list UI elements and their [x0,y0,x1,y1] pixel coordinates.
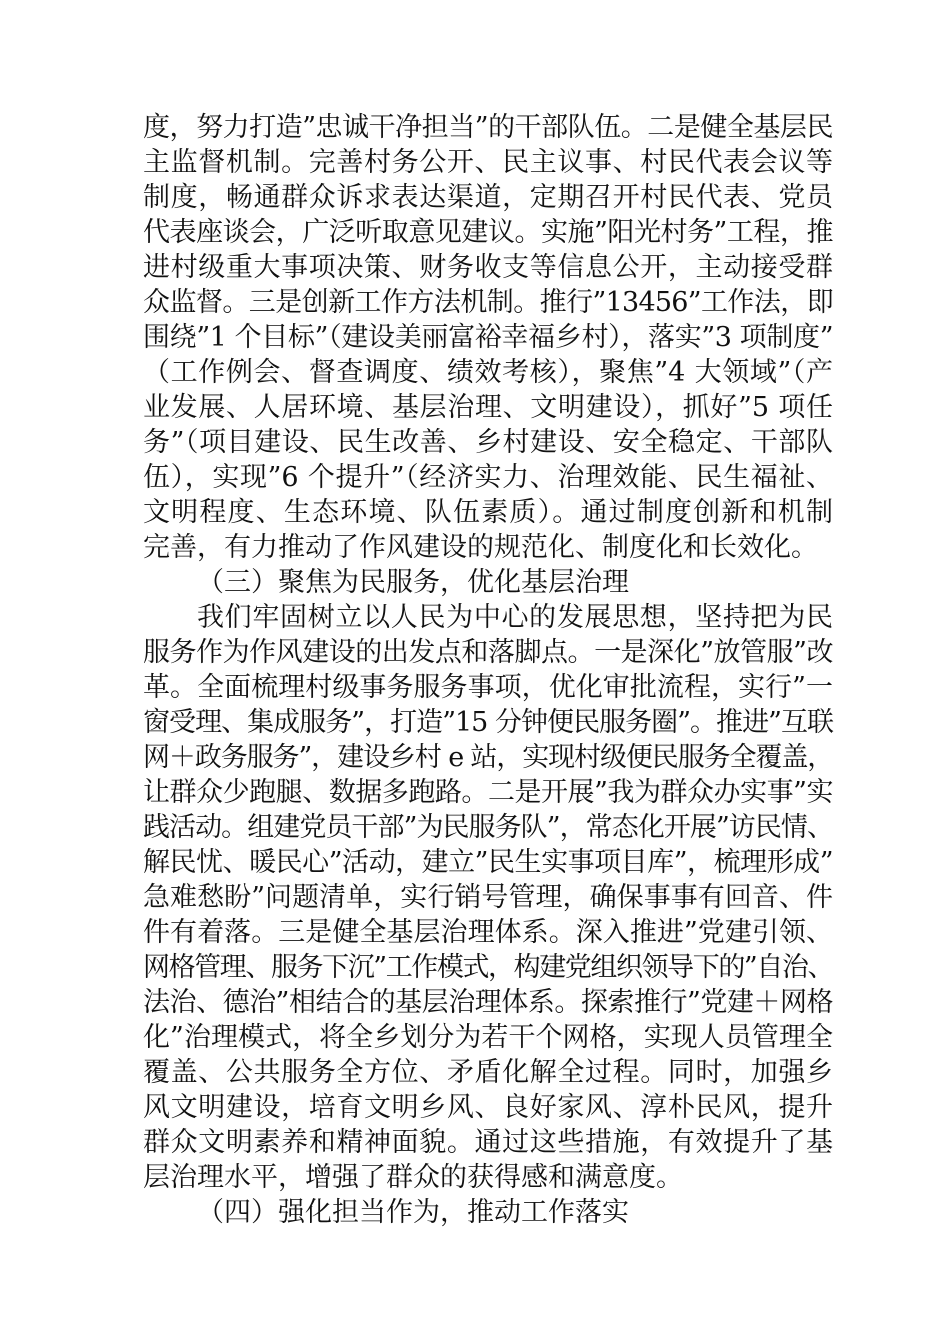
text-line: 网格管理、服务下沉”工作模式，构建党组织领导下的”自治、 [143,952,833,983]
text-line: 革。全面梳理村级事务服务事项，优化审批流程，实行”一 [143,672,833,703]
text-line: 窗受理、集成服务”，打造”15 分钟便民服务圈”。推进”互联 [143,707,833,738]
text-line: 风文明建设，培育文明乡风、良好家风、淳朴民风，提升 [143,1092,833,1123]
text-line: 急难愁盼”问题清单，实行销号管理，确保事事有回音、件 [143,882,833,913]
text-line: 度，努力打造”忠诚干净担当”的干部队伍。二是健全基层民 [143,112,833,143]
text-line: 解民忧、暖民心”活动，建立”民生实事项目库”，梳理形成” [143,847,833,878]
section-heading: （三）聚焦为民服务，优化基层治理 [197,567,629,598]
text-line: 让群众少跑腿、数据多跑路。二是开展”我为群众办实事”实 [143,777,833,808]
text-line: 化”治理模式，将全乡划分为若干个网格，实现人员管理全 [143,1022,833,1053]
document-body [143,110,833,1230]
text-line: 制度，畅通群众诉求表达渠道，定期召开村民代表、党员 [143,182,833,213]
text-line: 文明程度、生态环境、队伍素质）。通过制度创新和机制 [143,497,833,528]
text-line: 主监督机制。完善村务公开、民主议事、村民代表会议等 [143,147,833,178]
text-line: 践活动。组建党员干部”为民服务队”，常态化开展”访民情、 [143,812,833,843]
text-line: 网＋政务服务”，建设乡村 e 站，实现村级便民服务全覆盖， [143,742,833,773]
text-line: 围绕”1 个目标”（建设美丽富裕幸福乡村），落实”3 项制度” [143,322,833,353]
text-line: 伍），实现”6 个提升”（经济实力、治理效能、民生福祉、 [143,462,833,493]
text-line: 完善，有力推动了作风建设的规范化、制度化和长效化。 [143,532,818,563]
text-line: 服务作为作风建设的出发点和落脚点。一是深化”放管服”改 [143,637,833,668]
text-line: （工作例会、督查调度、绩效考核），聚焦”4 大领域”（产 [143,357,833,388]
section-heading: （四）强化担当作为，推动工作落实 [197,1197,629,1228]
text-line: 进村级重大事项决策、财务收支等信息公开，主动接受群 [143,252,833,283]
text-line: 我们牢固树立以人民为中心的发展思想，坚持把为民 [197,602,833,633]
text-line: 群众文明素养和精神面貌。通过这些措施，有效提升了基 [143,1127,833,1158]
text-line: 件有着落。三是健全基层治理体系。深入推进”党建引领、 [143,917,833,948]
text-line: 业发展、人居环境、基层治理、文明建设），抓好”5 项任 [143,392,833,423]
text-line: 法治、德治”相结合的基层治理体系。探索推行”党建＋网格 [143,987,833,1018]
text-line: 覆盖、公共服务全方位、矛盾化解全过程。同时，加强乡 [143,1057,833,1088]
text-line: 务”（项目建设、民生改善、乡村建设、安全稳定、干部队 [143,427,833,458]
text-line: 代表座谈会，广泛听取意见建议。实施”阳光村务”工程，推 [143,217,833,248]
text-line: 层治理水平，增强了群众的获得感和满意度。 [143,1162,683,1193]
text-line: 众监督。三是创新工作方法机制。推行”13456”工作法，即 [143,287,833,318]
